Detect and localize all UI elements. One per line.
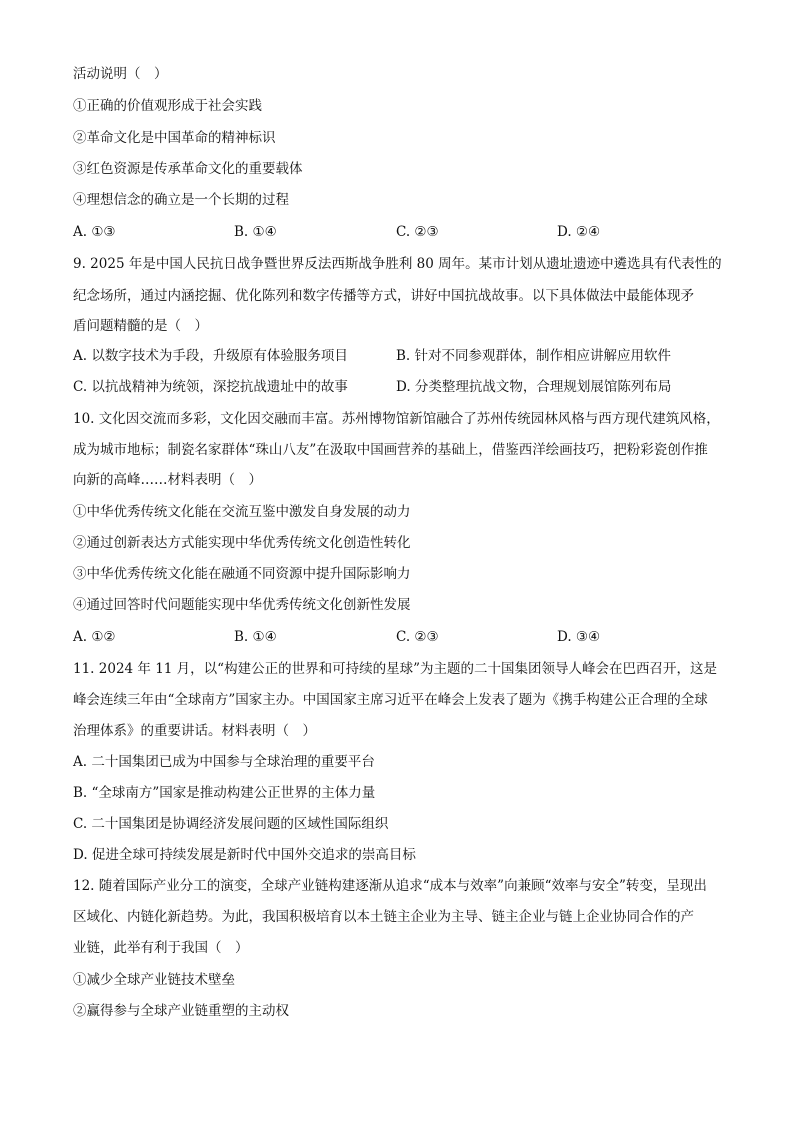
q11-stem-line-1: 11. 2024 年 11 月，以“构建公正的世界和可持续的星球”为主题的二十国集团领导人峰会在巴西召开，这是 bbox=[73, 661, 717, 677]
q8-option-b: B. ①④ bbox=[234, 224, 277, 240]
q9-option-d: D. 分类整理抗战文物，合理规划展馆陈列布局 bbox=[396, 379, 672, 395]
q9-option-b: B. 针对不同参观群体，制作相应讲解应用软件 bbox=[396, 348, 672, 364]
q8-statement-4: ④理想信念的确立是一个长期的过程 bbox=[73, 192, 289, 208]
q10-option-d: D. ③④ bbox=[557, 629, 601, 645]
q8-option-a: A. ①③ bbox=[73, 224, 116, 240]
q8-statement-2: ②革命文化是中国革命的精神标识 bbox=[73, 130, 276, 146]
q11-option-a: A. 二十国集团已成为中国参与全球治理的重要平台 bbox=[73, 754, 375, 770]
q10-statement-2: ②通过创新表达方式能实现中华优秀传统文化创造性转化 bbox=[73, 535, 411, 551]
q10-option-b: B. ①④ bbox=[234, 629, 277, 645]
q11-option-d: D. 促进全球可持续发展是新时代中国外交追求的崇高目标 bbox=[73, 847, 416, 863]
q10-statement-3: ③中华优秀传统文化能在融通不同资源中提升国际影响力 bbox=[73, 566, 411, 582]
q9-stem-line-2: 纪念场所，通过内涵挖掘、优化陈列和数字传播等方式，讲好中国抗战故事。以下具体做法中最能体现矛 bbox=[73, 288, 694, 304]
q11-option-c: C. 二十国集团是协调经济发展问题的区域性国际组织 bbox=[73, 816, 389, 832]
q8-option-d: D. ②④ bbox=[557, 224, 601, 240]
q12-stem-line-1: 12. 随着国际产业分工的演变，全球产业链构建逐渐从追求“成本与效率”向兼顾“效率与安全”转变，呈现出 bbox=[73, 878, 707, 894]
q9-stem-line-1: 9. 2025 年是中国人民抗日战争暨世界反法西斯战争胜利 80 周年。某市计划从遗址遗迹中遴选具有代表性的 bbox=[73, 256, 722, 272]
q11-stem-line-3: 治理体系》的重要讲话。材料表明（ ） bbox=[73, 723, 316, 739]
q10-option-a: A. ①② bbox=[73, 629, 116, 645]
q8-option-c: C. ②③ bbox=[396, 224, 439, 240]
q12-statement-2: ②赢得参与全球产业链重塑的主动权 bbox=[73, 1003, 289, 1019]
q8-statement-3: ③红色资源是传承革命文化的重要载体 bbox=[73, 161, 303, 177]
q8-statement-1: ①正确的价值观形成于社会实践 bbox=[73, 98, 262, 114]
q12-stem-line-3: 业链，此举有利于我国（ ） bbox=[73, 940, 249, 956]
q9-option-a: A. 以数字技术为手段，升级原有体验服务项目 bbox=[73, 348, 348, 364]
q9-option-c: C. 以抗战精神为统领，深挖抗战遗址中的故事 bbox=[73, 379, 348, 395]
q11-stem-line-2: 峰会连续三年由“全球南方”国家主办。中国国家主席习近平在峰会上发表了题为《携手构建公正合理的全球 bbox=[73, 692, 708, 708]
q10-stem-line-2: 成为城市地标；制瓷名家群体“珠山八友”在汲取中国画营养的基础上，借鉴西洋绘画技巧，把粉彩瓷创作推 bbox=[73, 442, 708, 458]
q8-stem-tail: 活动说明（ ） bbox=[73, 66, 168, 82]
q12-statement-1: ①减少全球产业链技术壁垒 bbox=[73, 972, 235, 988]
q10-statement-4: ④通过回答时代问题能实现中华优秀传统文化创新性发展 bbox=[73, 597, 411, 613]
q10-stem-line-3: 向新的高峰……材料表明（ ） bbox=[73, 472, 262, 488]
q10-option-c: C. ②③ bbox=[396, 629, 439, 645]
q10-statement-1: ①中华优秀传统文化能在交流互鉴中激发自身发展的动力 bbox=[73, 504, 411, 520]
q9-stem-line-3: 盾问题精髓的是（ ） bbox=[73, 318, 208, 334]
q10-stem-line-1: 10. 文化因交流而多彩，文化因交融而丰富。苏州博物馆新馆融合了苏州传统园林风格与西方现代建筑风格， bbox=[73, 411, 720, 427]
q12-stem-line-2: 区域化、内链化新趋势。为此，我国积极培育以本土链主企业为主导、链主企业与链上企业协同合作的产 bbox=[73, 909, 694, 925]
q11-option-b: B. “全球南方”国家是推动构建公正世界的主体力量 bbox=[73, 785, 376, 801]
